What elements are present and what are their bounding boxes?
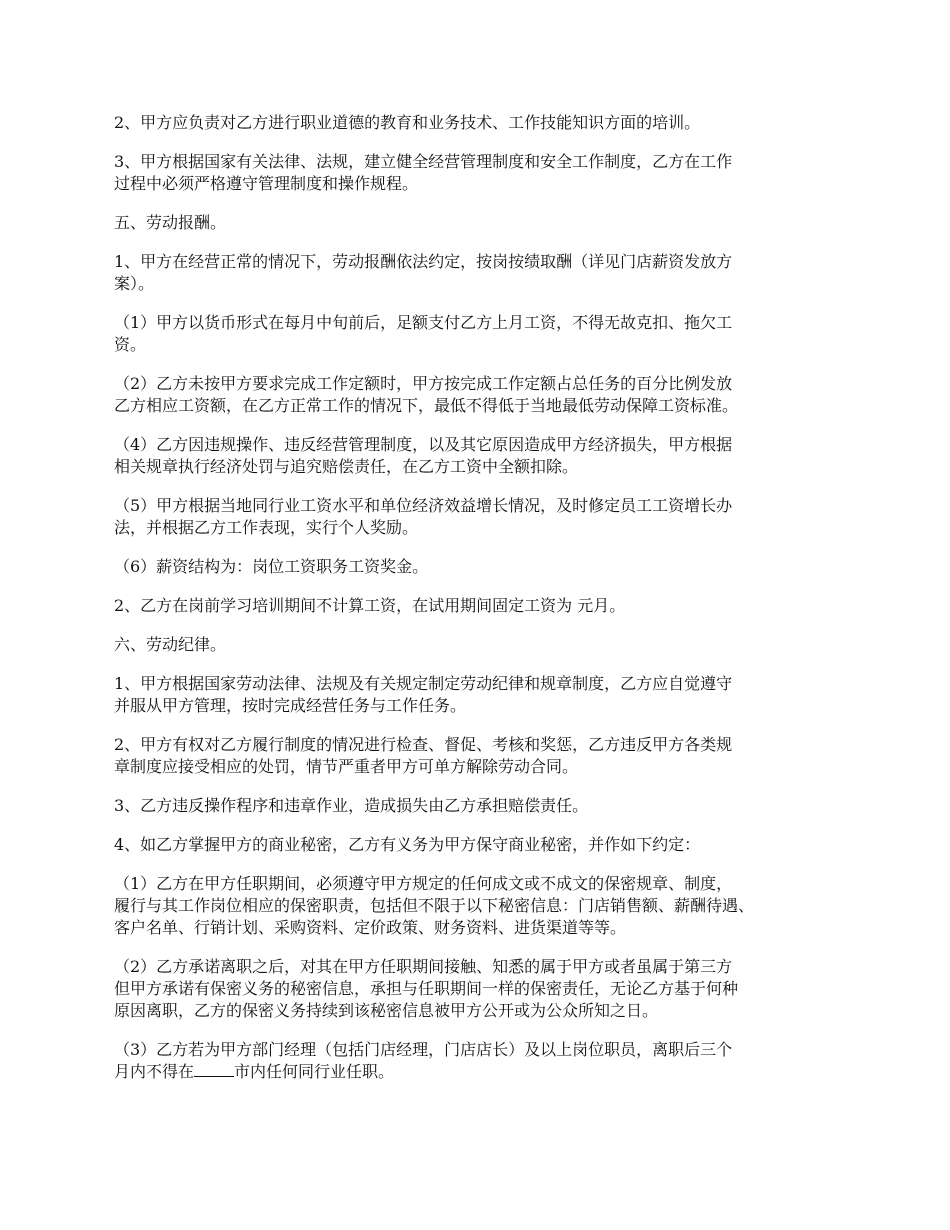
- paragraph-discipline-3: 3、乙方违反操作程序和违章作业，造成损失由乙方承担赔偿责任。: [114, 796, 589, 815]
- document-body: [114, 112, 854, 1100]
- paragraph-discipline-1: 1、甲方根据国家劳动法律、法规及有关规定制定劳动纪律和规章制度，乙方应自觉遵守 并服从甲方管理，按时完成经营任务与工作任务。: [114, 674, 733, 715]
- paragraph-training: 2、甲方应负责对乙方进行职业道德的教育和业务技术、工作技能知识方面的培训。: [114, 113, 701, 132]
- paragraph-discipline-4: 4、如乙方掌握甲方的商业秘密，乙方有义务为甲方保守商业秘密，并作如下约定：: [114, 835, 701, 854]
- clause-remuneration-1: （1）甲方以货币形式在每月中旬前后，足额支付乙方上月工资，不得无故克扣、拖欠工 资。: [114, 313, 733, 354]
- clause-confidentiality-2: （2）乙方承诺离职之后，对其在甲方任职期间接触、知悉的属于甲方或者虽属于第三方 但甲方承诺有保密义务的秘密信息，承担与任职期间一样的保密责任，无论乙方基于何种 原因离职，乙方的保密义务持续到该秘密信息被甲方公开或为公众所知之日。: [114, 957, 739, 1020]
- clause-confidentiality-1: （1）乙方在甲方任职期间，必须遵守甲方规定的任何成文或不成文的保密规章、制度， 履行与其工作岗位相应的保密职责，包括但不限于以下秘密信息：门店销售额、薪酬待遇、 客户名单、行销计划、采购资料、定价政策、财务资料、进货渠道等等。: [114, 874, 755, 937]
- clause-remuneration-6: （6）薪资结构为：岗位工资职务工资奖金。: [114, 557, 429, 576]
- clause-remuneration-5: （5）甲方根据当地同行业工资水平和单位经济效益增长情况，及时修定员工工资增长办 法，并根据乙方工作表现，实行个人奖励。: [114, 496, 733, 537]
- clause-confidentiality-3: [114, 1039, 854, 1083]
- clause-remuneration-2: （2）乙方未按甲方要求完成工作定额时，甲方按完成工作定额占总任务的百分比例发放 乙方相应工资额，在乙方正常工作的情况下，最低不得低于当地最低劳动保障工资标准。: [114, 374, 739, 415]
- section-heading-remuneration: 五、劳动报酬。: [114, 213, 227, 232]
- paragraph-remuneration-1: 1、甲方在经营正常的情况下，劳动报酬依法约定，按岗按绩取酬（详见门店薪资发放方 案）。: [114, 252, 733, 293]
- paragraph-management-system: 3、甲方根据国家有关法律、法规，建立健全经营管理制度和安全工作制度，乙方在工作 过程中必须严格遵守管理制度和操作规程。: [114, 152, 733, 193]
- section-heading-discipline: 六、劳动纪律。: [114, 635, 227, 654]
- clause-confidentiality-3-start: （3）乙方若为甲方部门经理（包括门店经理，门店店长）及以上岗位职员，离职后三个 月内不得在: [114, 1040, 733, 1081]
- paragraph-remuneration-2: 2、乙方在岗前学习培训期间不计算工资，在试用期间固定工资为 元月。: [114, 596, 626, 615]
- paragraph-discipline-2: 2、甲方有权对乙方履行制度的情况进行检查、督促、考核和奖惩，乙方违反甲方各类规 章制度应接受相应的处罚，情节严重者甲方可单方解除劳动合同。: [114, 735, 733, 776]
- fill-in-blank: [194, 1062, 234, 1077]
- clause-confidentiality-3-end: 市内任何同行业任职。: [234, 1062, 395, 1081]
- clause-remuneration-4: （4）乙方因违规操作、违反经营管理制度，以及其它原因造成甲方经济损失，甲方根据 相关规章执行经济处罚与追究赔偿责任，在乙方工资中全额扣除。: [114, 435, 733, 476]
